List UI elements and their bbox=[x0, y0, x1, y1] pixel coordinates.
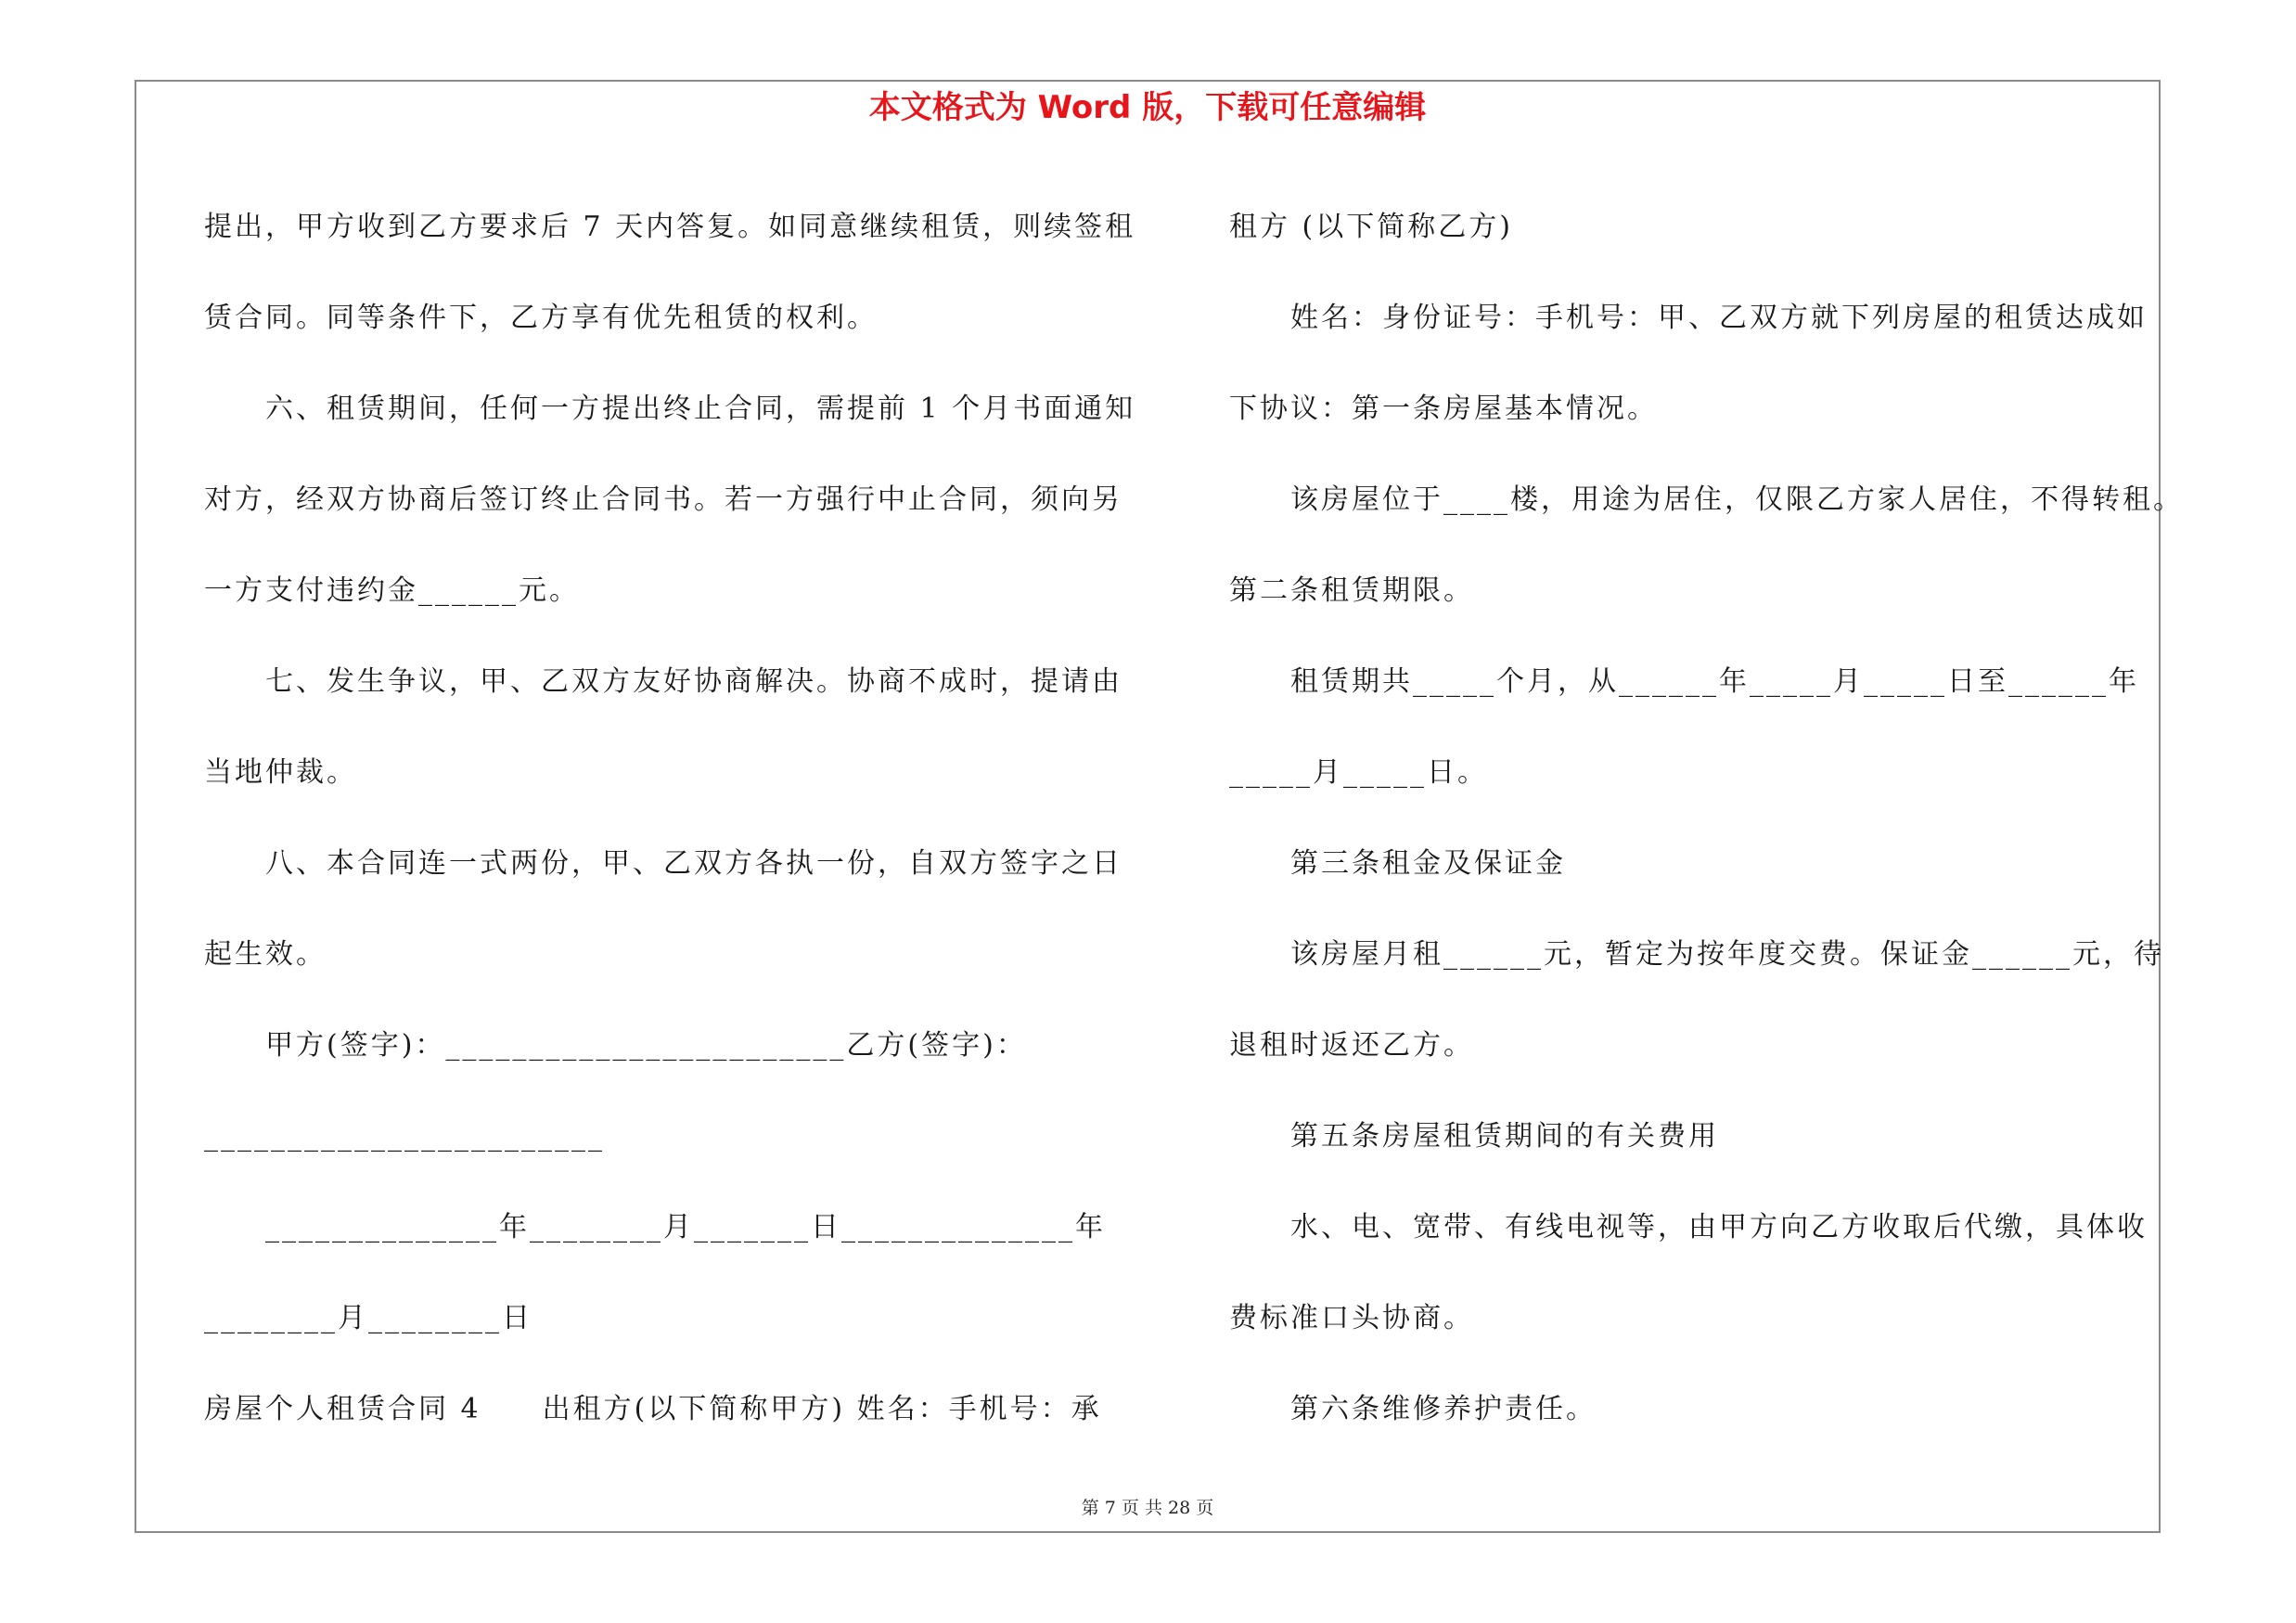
paragraph-line: 提出，甲方收到乙方要求后 7 天内答复。如同意继续租赁，则续签租 bbox=[204, 211, 1136, 243]
paragraph-line: 该房屋月租______元，暂定为按年度交费。保证金______元，待 bbox=[1290, 938, 2164, 971]
clause-heading: 第二条租赁期限。 bbox=[1229, 574, 1474, 607]
date-line: ______________年________月_______日______________年 bbox=[265, 1211, 1106, 1243]
word-format-banner: 本文格式为 Word 版，下载可任意编辑 bbox=[868, 89, 1427, 126]
clause-heading: 第六条维修养护责任。 bbox=[1290, 1393, 1597, 1425]
paragraph-line: 一方支付违约金______元。 bbox=[204, 574, 580, 607]
paragraph-line: 下协议：第一条房屋基本情况。 bbox=[1229, 393, 1658, 425]
paragraph-line: 当地仲裁。 bbox=[204, 756, 357, 789]
clause-heading: 第三条租金及保证金 bbox=[1290, 847, 1566, 880]
paragraph-line: 该房屋位于____楼，用途为居住，仅限乙方家人居住，不得转租。 bbox=[1290, 483, 2184, 516]
paragraph-line: 退租时返还乙方。 bbox=[1229, 1029, 1474, 1062]
paragraph-line: 赁合同。同等条件下，乙方享有优先租赁的权利。 bbox=[204, 302, 878, 334]
paragraph-line: 姓名：身份证号：手机号：甲、乙双方就下列房屋的租赁达成如 bbox=[1290, 302, 2148, 334]
paragraph-line: 租赁期共_____个月，从______年_____月_____日至______年 bbox=[1290, 665, 2139, 698]
signature-line: 甲方(签字)：________________________乙方(签字)： bbox=[265, 1029, 1027, 1062]
paragraph-line: 六、租赁期间，任何一方提出终止合同，需提前 1 个月书面通知 bbox=[265, 393, 1136, 425]
paragraph-line: 起生效。 bbox=[204, 938, 327, 971]
left-column bbox=[204, 182, 1136, 1455]
contract-heading-line: 房屋个人租赁合同 4 出租方(以下简称甲方) 姓名：手机号：承 bbox=[204, 1393, 1102, 1425]
paragraph-line: 八、本合同连一式两份，甲、乙双方各执一份，自双方签字之日 bbox=[265, 847, 1122, 880]
date-line: ________月________日 bbox=[204, 1302, 532, 1334]
paragraph-line: _____月_____日。 bbox=[1229, 756, 1488, 789]
paragraph-line: 对方，经双方协商后签订终止合同书。若一方强行中止合同，须向另 bbox=[204, 483, 1122, 516]
right-column bbox=[1229, 182, 2184, 1455]
paragraph-line: 水、电、宽带、有线电视等，由甲方向乙方收取后代缴，具体收 bbox=[1290, 1211, 2148, 1243]
paragraph-line: 租方 (以下简称乙方) bbox=[1229, 211, 1513, 243]
signature-blank: ________________________ bbox=[204, 1120, 605, 1153]
paragraph-line: 七、发生争议，甲、乙双方友好协商解决。协商不成时，提请由 bbox=[265, 665, 1122, 698]
clause-heading: 第五条房屋租赁期间的有关费用 bbox=[1290, 1120, 1719, 1153]
page-number: 第 7 页 共 28 页 bbox=[1081, 1498, 1214, 1518]
paragraph-line: 费标准口头协商。 bbox=[1229, 1302, 1474, 1334]
